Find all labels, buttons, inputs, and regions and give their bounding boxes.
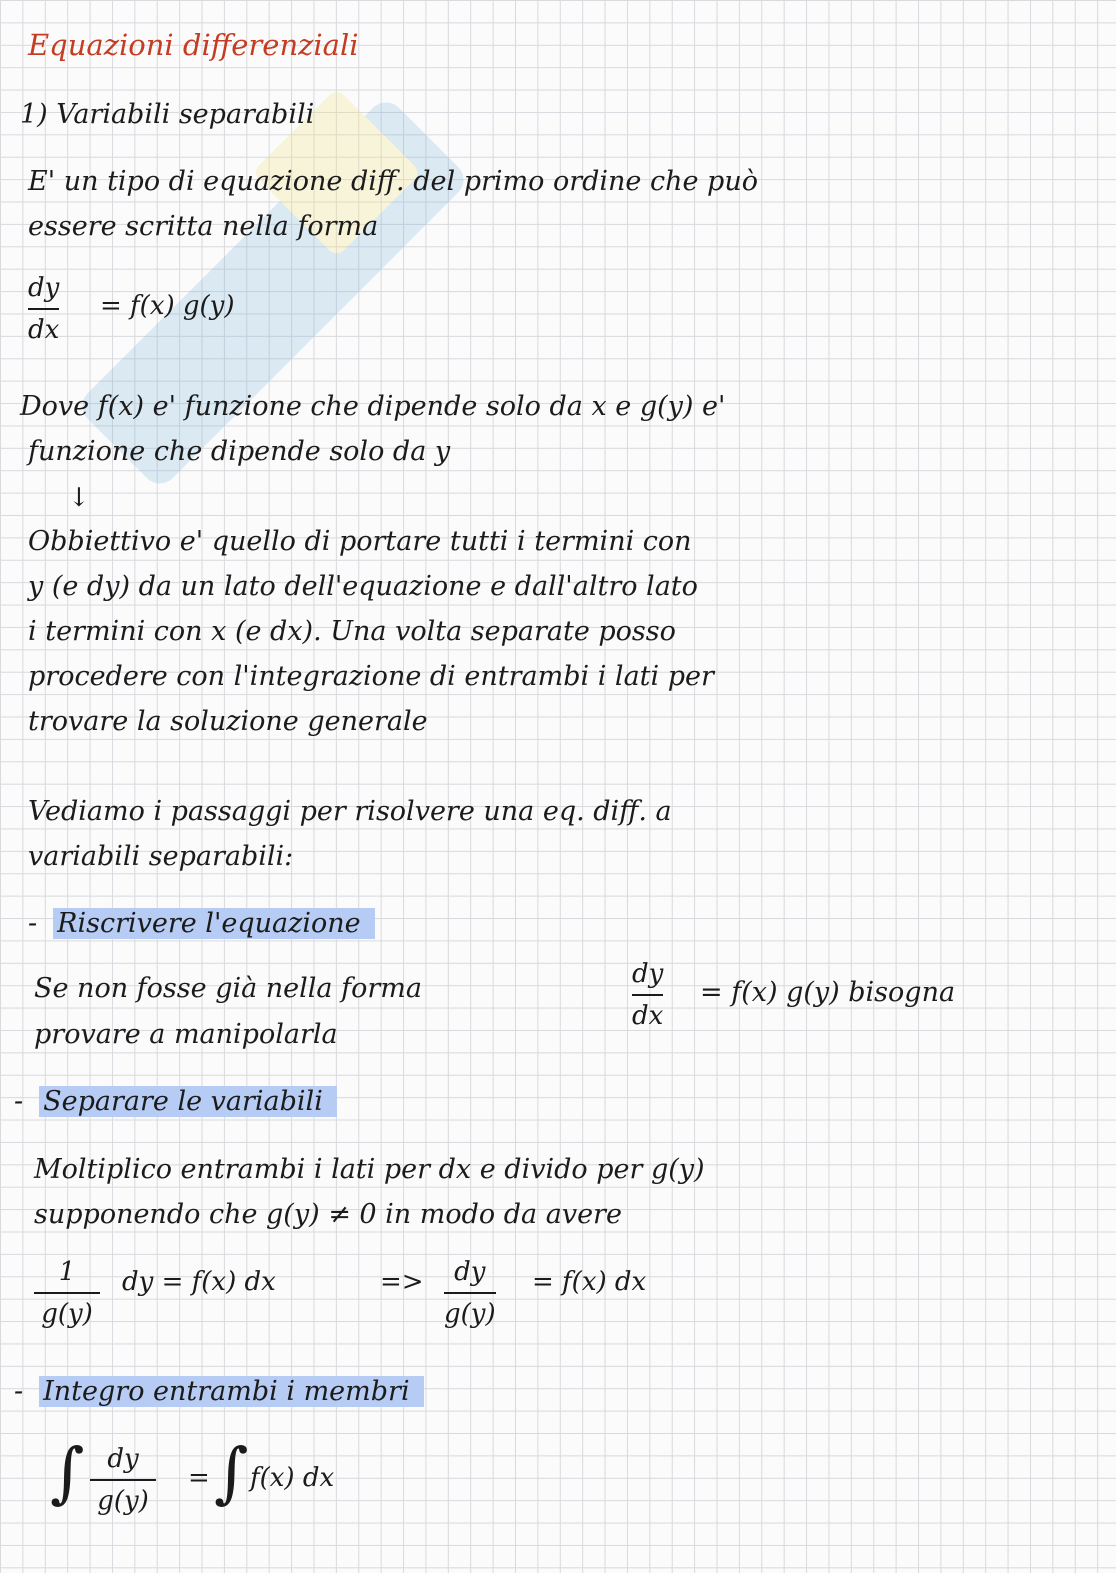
page-title: Equazioni differenziali <box>28 28 359 62</box>
steps-intro-line-2: variabili separabili: <box>28 841 294 872</box>
step-3-rhs: f(x) dx <box>250 1463 335 1493</box>
fraction-denominator: g(y) <box>97 1486 149 1516</box>
fraction-bar <box>28 308 59 310</box>
step-3-heading <box>14 1375 424 1409</box>
integral-sign-left: ∫ <box>50 1434 85 1511</box>
integral-sign-right: ∫ <box>214 1434 249 1511</box>
step-2-heading <box>14 1085 337 1119</box>
fraction-bar <box>632 994 663 996</box>
objective-line-3: i termini con x (e dx). Una volta separate posso <box>28 616 676 647</box>
steps-intro-line-1: Vediamo i passaggi per risolvere una eq. diff. a <box>28 796 672 827</box>
fraction-denominator: dx <box>28 315 60 345</box>
fraction-bar <box>90 1479 156 1481</box>
step-2-dy-over-g-fraction <box>444 1256 496 1330</box>
objective-line-1: Obbiettivo e' quello di portare tutti i termini con <box>28 526 692 557</box>
fraction-denominator: g(y) <box>444 1299 496 1329</box>
fraction-bar <box>34 1292 100 1294</box>
fraction-numerator: dy <box>632 959 664 989</box>
step-3-dy-over-g-fraction <box>90 1443 156 1517</box>
fraction-denominator: dx <box>632 1001 664 1031</box>
section-heading-variabili-separabili: 1) Variabili separabili <box>20 99 315 130</box>
step-3-highlighted-label: Integro entrambi i membri <box>39 1376 423 1407</box>
fraction-numerator: 1 <box>58 1257 76 1287</box>
fraction-numerator: dy <box>28 273 60 303</box>
where-line-2: funzione che dipende solo da y <box>28 436 451 467</box>
objective-line-4: procedere con l'integrazione di entrambi i lati per <box>28 661 714 692</box>
step-3-dash: - <box>14 1376 24 1407</box>
step-2-equation-a-rhs: dy = f(x) dx <box>122 1267 276 1297</box>
step-2-equation-b-rhs: = f(x) dx <box>532 1267 647 1297</box>
step-1-heading <box>28 907 375 941</box>
step-1-dy-dx-fraction <box>632 958 663 1032</box>
down-arrow-icon: ↓ <box>68 483 90 513</box>
objective-line-2: y (e dy) da un lato dell'equazione e dall'altro lato <box>28 571 698 602</box>
fraction-numerator: dy <box>107 1444 139 1474</box>
intro-line-2: essere scritta nella forma <box>28 211 379 242</box>
intro-line-1: E' un tipo di equazione diff. del primo ordine che può <box>28 166 758 197</box>
step-2-one-over-g-fraction <box>34 1256 100 1330</box>
fraction-bar <box>444 1292 496 1294</box>
fraction-numerator: dy <box>454 1257 486 1287</box>
implies-arrow: => <box>380 1267 424 1297</box>
objective-line-5: trovare la soluzione generale <box>28 706 428 737</box>
equation-rhs: = f(x) g(y) <box>100 291 235 321</box>
step-1-line-2: provare a manipolarla <box>34 1019 338 1050</box>
step-2-dash: - <box>14 1086 24 1117</box>
step-1-text-before: Se non fosse già nella forma <box>34 973 422 1004</box>
step-1-highlighted-label: Riscrivere l'equazione <box>53 908 374 939</box>
equation-dy-dx-fraction <box>28 272 59 346</box>
where-line-1: Dove f(x) e' funzione che dipende solo da x e g(y) e' <box>20 391 726 422</box>
step-2-line-1: Moltiplico entrambi i lati per dx e divido per g(y) <box>34 1154 705 1185</box>
fraction-denominator: g(y) <box>41 1299 93 1329</box>
step-3-equals: = <box>188 1463 210 1493</box>
step-2-highlighted-label: Separare le variabili <box>39 1086 337 1117</box>
step-1-text-after: = f(x) g(y) bisogna <box>700 977 956 1008</box>
step-1-dash: - <box>28 908 38 939</box>
step-2-line-2: supponendo che g(y) ≠ 0 in modo da avere <box>34 1199 622 1230</box>
